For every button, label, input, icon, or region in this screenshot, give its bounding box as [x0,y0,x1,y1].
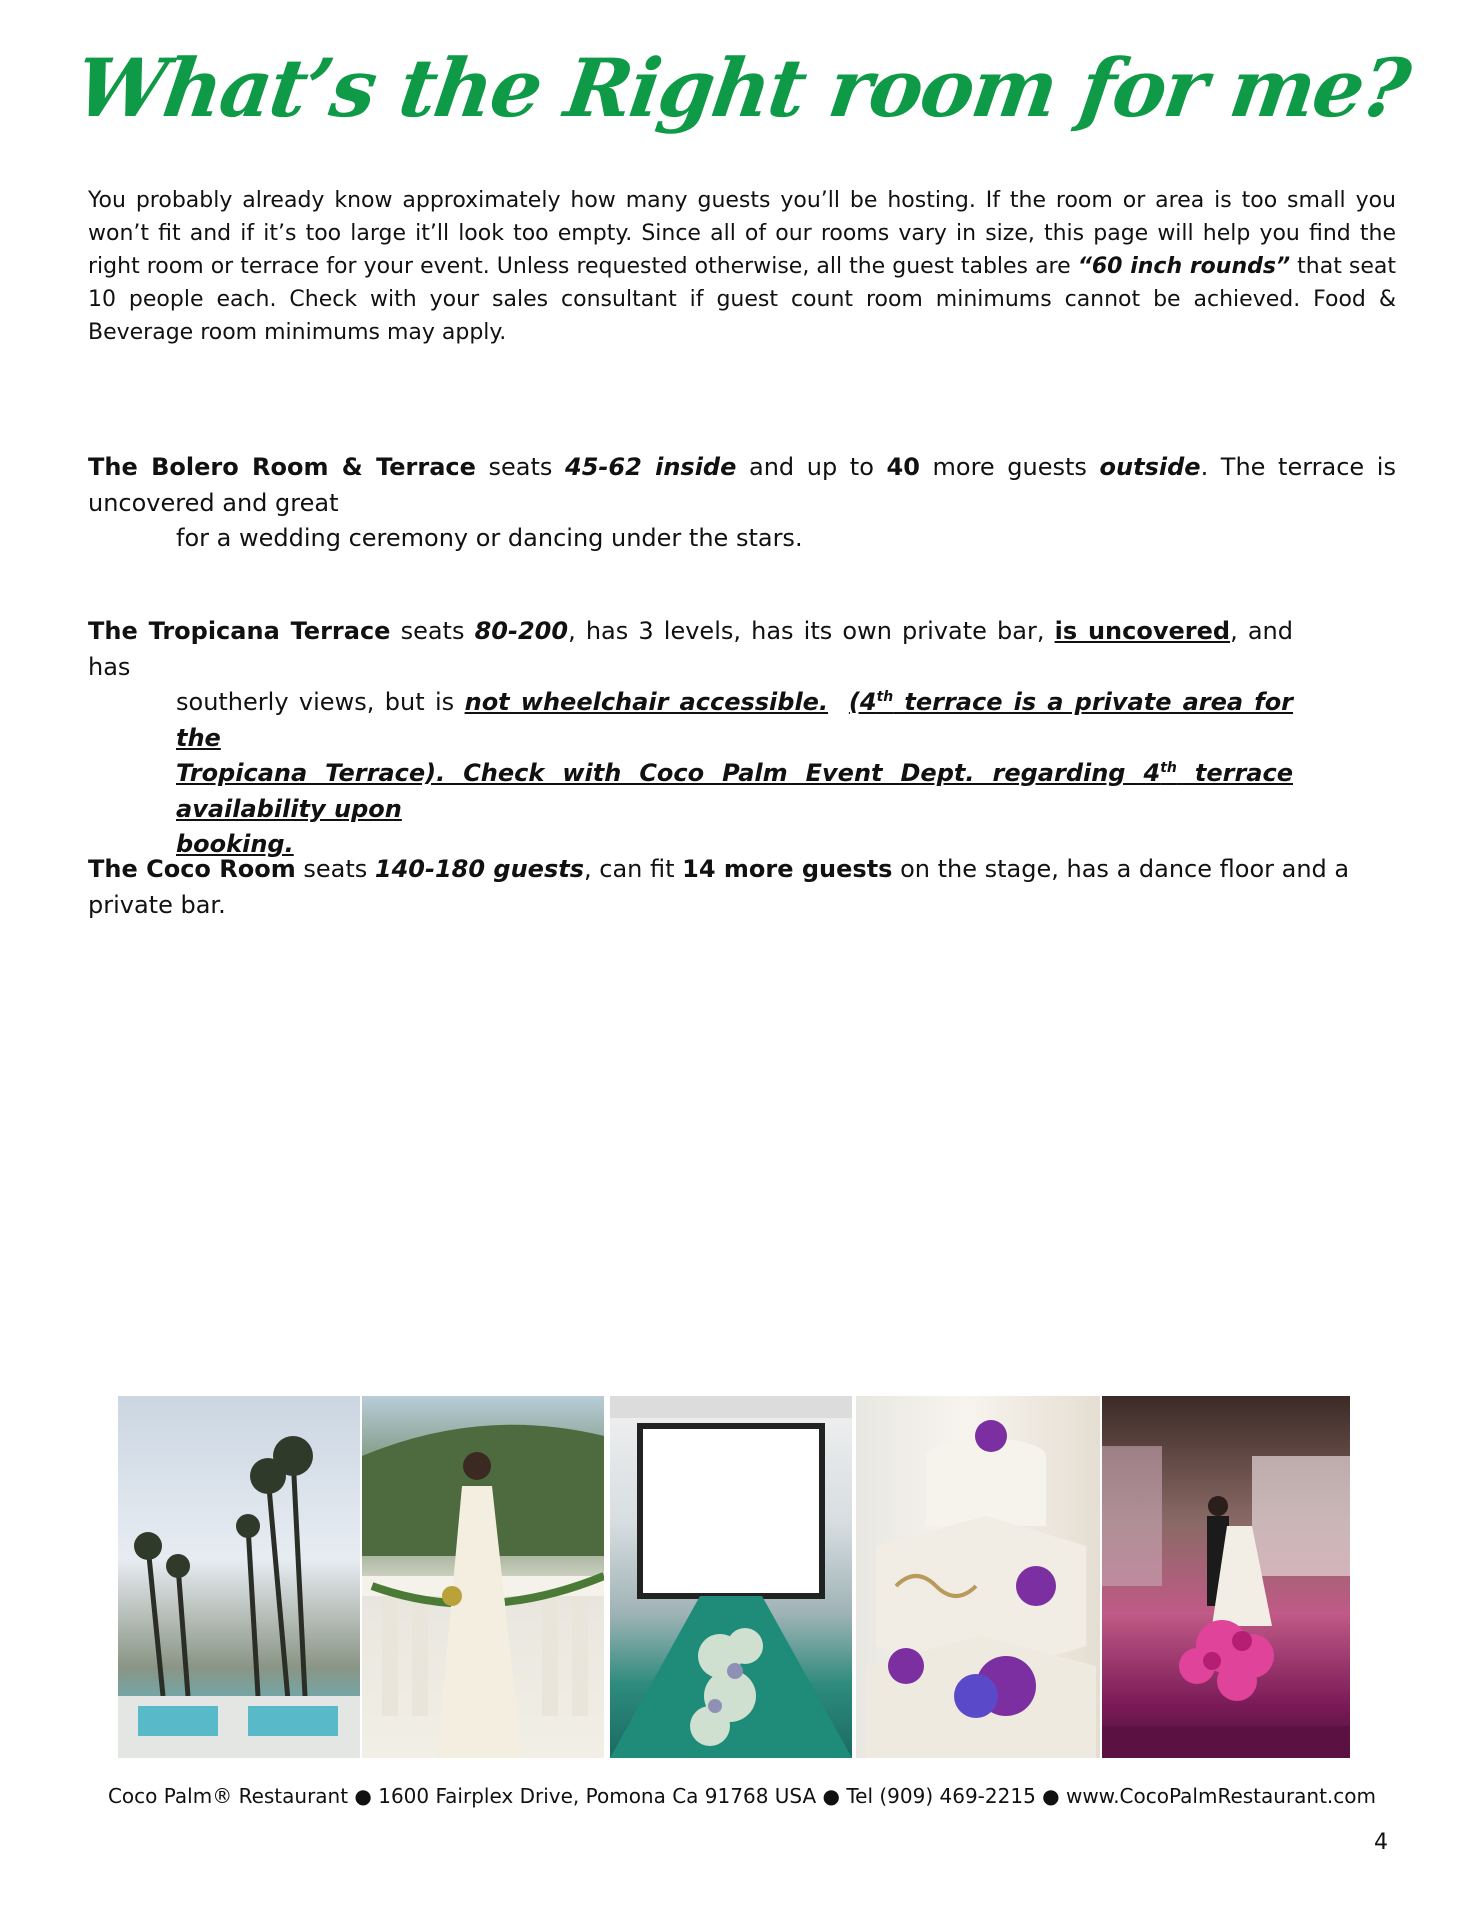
bride-photo [362,1396,604,1758]
tropicana-terrace-name: The Tropicana Terrace [88,617,391,645]
terrace-ceremony-photo [118,1396,360,1758]
coco-room-paragraph [88,852,1396,923]
bolero-text-5: for a wedding ceremony or dancing under the stars. [176,524,803,552]
footer-contact: Coco Palm® Restaurant ● 1600 Fairplex Drive, Pomona Ca 91768 USA ● Tel (909) 469-2215 ● www.CocoPalmRestaurant.com [107,1784,1377,1808]
tropicana-text-2: , has 3 levels, has its own private bar, [568,617,1055,645]
coco-room-name: The Coco Room [88,855,296,883]
bolero-text-4: . The terrace is uncovered and great [88,453,1396,517]
page-title: What’s the Right room for me? [70,41,1414,135]
bolero-outside-count: 40 [886,453,920,481]
tropicana-text-4: southerly views, but is [176,688,465,716]
page-number: 4 [1374,1830,1388,1855]
bolero-room-paragraph [88,450,1396,557]
tropicana-not-accessible: not wheelchair accessible. [464,688,829,716]
coco-text-3: on the stage, has a dance floor and a private bar. [88,855,1350,919]
table-size-emphasis: “60 inch rounds” [1077,254,1291,279]
coco-capacity: 140-180 guests [374,855,584,883]
tropicana-text-1: seats [390,617,475,645]
tropicana-text-3: , and has [88,617,1293,681]
wedding-cake-photo [856,1396,1100,1758]
photo-strip [118,1396,1350,1758]
bolero-text-3: more guests [919,453,1100,481]
tropicana-fourth-terrace-note: (4th terrace is a private area for the Tropicana Terrace). Check with Coco Palm Event Dept. regarding 4th terrace availability upon booking. [176,688,1294,858]
bolero-text-2: and up to [736,453,887,481]
bolero-text-1: seats [475,453,566,481]
intro-text-1: You probably already know approximately how many guests you’ll be hosting. If the room or area is too small you won’t fit and if it’s too large it’ll look too empty. Since all of our rooms vary in size, this page will help you find the right room or terrace for your event. Unless requested otherwise, all the guest tables are [88,188,1396,279]
tropicana-uncovered: is uncovered [1054,617,1231,645]
tropicana-terrace-paragraph [88,614,1293,863]
reception-photo [1102,1396,1350,1758]
bolero-room-name: The Bolero Room & Terrace [88,453,476,481]
coco-stage-capacity: 14 more guests [682,855,893,883]
coco-text-1: seats [295,855,375,883]
intro-paragraph [88,184,1396,349]
bolero-outside: outside [1099,453,1201,481]
bolero-inside-capacity: 45-62 inside [565,453,737,481]
intro-text-2: that seat 10 people each. Check with your sales consultant if guest count room minimums cannot be achieved. Food & Beverage room minimums may apply. [88,254,1396,345]
tropicana-note [88,685,1293,863]
tropicana-capacity: 80-200 [474,617,569,645]
coco-text-2: , can fit [584,855,683,883]
table-setting-photo [610,1396,852,1758]
